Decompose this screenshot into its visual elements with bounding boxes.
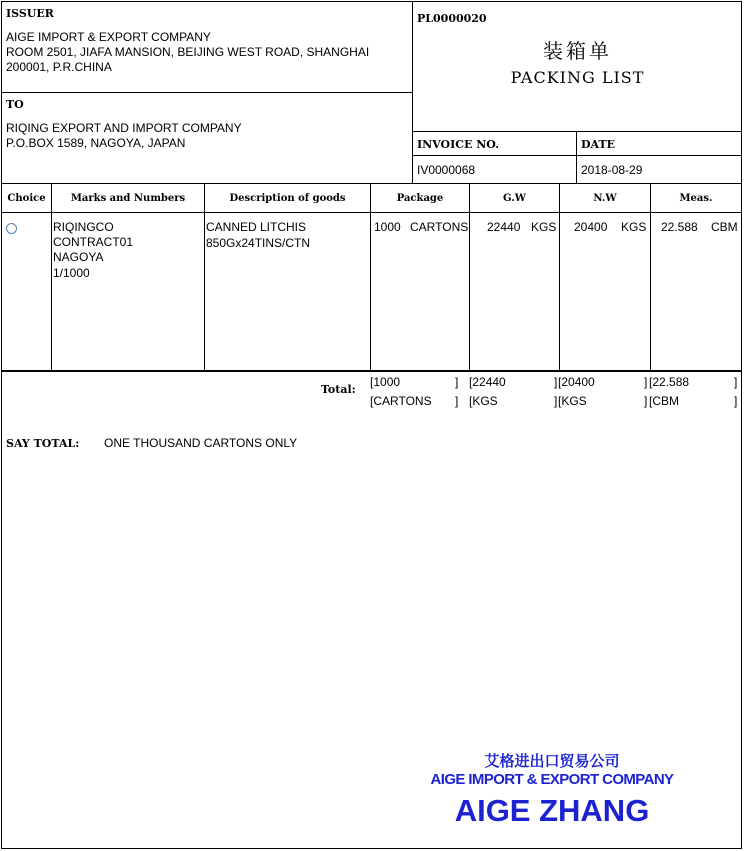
header-choice: Choice bbox=[7, 193, 46, 204]
issuer-address-line1: ROOM 2501, JIAFA MANSION, BEIJING WEST ROAD, SHANGHAI bbox=[6, 45, 370, 59]
date-label: DATE bbox=[581, 138, 616, 151]
say-total-label: SAY TOTAL: bbox=[6, 437, 80, 450]
nw-unit: KGS bbox=[621, 220, 647, 234]
stamp-company-english: AIGE IMPORT & EXPORT COMPANY bbox=[430, 771, 674, 788]
total-gw-unit-field: [KGS bbox=[469, 394, 498, 408]
issuer-label: ISSUER bbox=[6, 7, 54, 20]
total-package-unit: CARTONS bbox=[373, 394, 432, 408]
nw-qty: 20400 bbox=[574, 220, 608, 234]
bracket-close: ] bbox=[455, 394, 459, 408]
to-name: RIQING EXPORT AND IMPORT COMPANY bbox=[6, 121, 242, 135]
bracket-close: ] bbox=[455, 375, 459, 389]
issuer-to-divider bbox=[1, 92, 412, 93]
total-gw-qty: 22440 bbox=[472, 375, 506, 389]
marks-line-4: 1/1000 bbox=[53, 266, 90, 280]
meas-unit: CBM bbox=[711, 220, 738, 234]
total-nw-unit: KGS bbox=[561, 394, 587, 408]
total-package-qty-field: [1000 bbox=[370, 375, 401, 389]
total-nw-qty: 20400 bbox=[561, 375, 595, 389]
total-meas-qty-field: [22.588 bbox=[649, 375, 690, 389]
total-label: Total: bbox=[321, 383, 356, 396]
invoice-label: INVOICE NO. bbox=[417, 138, 500, 151]
date-value: 2018-08-29 bbox=[581, 163, 643, 177]
total-nw-qty-field: [20400 bbox=[558, 375, 595, 389]
total-package-unit-field: [CARTONS bbox=[370, 394, 432, 408]
gw-unit: KGS bbox=[531, 220, 557, 234]
stamp-signature: AIGE ZHANG bbox=[454, 793, 650, 828]
invoice-value: IV0000068 bbox=[417, 163, 476, 177]
total-meas-qty: 22.588 bbox=[652, 375, 690, 389]
bracket-close: ] bbox=[734, 375, 738, 389]
invoice-label-divider bbox=[412, 155, 742, 156]
to-label: TO bbox=[6, 98, 24, 111]
header-package: Package bbox=[396, 193, 444, 204]
package-qty: 1000 bbox=[374, 220, 401, 234]
marks-line-3: NAGOYA bbox=[53, 250, 104, 264]
row-select-radio[interactable] bbox=[6, 223, 17, 234]
total-meas-unit: CBM bbox=[652, 394, 680, 408]
title-invoice-divider bbox=[412, 131, 742, 132]
total-meas-unit-field: [CBM bbox=[649, 394, 680, 408]
bracket-close: ] bbox=[554, 375, 558, 389]
package-unit: CARTONS bbox=[410, 220, 469, 234]
document-number: PL0000020 bbox=[417, 12, 487, 25]
table-top-line bbox=[1, 183, 742, 184]
stamp-company-chinese: 艾格进出口贸易公司 bbox=[484, 752, 620, 770]
title-english: PACKING LIST bbox=[510, 68, 645, 87]
table-bottom-line bbox=[1, 370, 742, 372]
header-meas: Meas. bbox=[679, 193, 713, 204]
to-address: P.O.BOX 1589, NAGOYA, JAPAN bbox=[6, 136, 186, 150]
bracket-close: ] bbox=[734, 394, 738, 408]
bracket-close: ] bbox=[644, 394, 648, 408]
header-description: Description of goods bbox=[229, 193, 346, 204]
invoice-date-divider bbox=[576, 131, 577, 183]
meas-qty: 22.588 bbox=[661, 220, 698, 234]
description-line-1: CANNED LITCHIS bbox=[206, 220, 307, 234]
bracket-close: ] bbox=[644, 375, 648, 389]
table-header-line bbox=[1, 212, 742, 213]
description-line-2: 850Gx24TINS/CTN bbox=[206, 236, 311, 250]
header-gw: G.W bbox=[503, 193, 526, 204]
marks-line-1: RIQINGCO bbox=[53, 220, 114, 234]
title-chinese: 装箱单 bbox=[543, 39, 612, 63]
header-nw: N.W bbox=[593, 193, 617, 204]
bracket-close: ] bbox=[554, 394, 558, 408]
marks-line-2: CONTRACT01 bbox=[53, 235, 134, 249]
total-gw-unit: KGS bbox=[472, 394, 498, 408]
gw-qty: 22440 bbox=[487, 220, 521, 234]
total-package-qty: 1000 bbox=[373, 375, 401, 389]
issuer-address-line2: 200001, P.R.CHINA bbox=[6, 60, 112, 74]
total-gw-qty-field: [22440 bbox=[469, 375, 506, 389]
say-total-value: ONE THOUSAND CARTONS ONLY bbox=[104, 436, 298, 450]
total-nw-unit-field: [KGS bbox=[558, 394, 587, 408]
issuer-name: AIGE IMPORT & EXPORT COMPANY bbox=[6, 30, 211, 44]
header-marks: Marks and Numbers bbox=[70, 193, 186, 204]
